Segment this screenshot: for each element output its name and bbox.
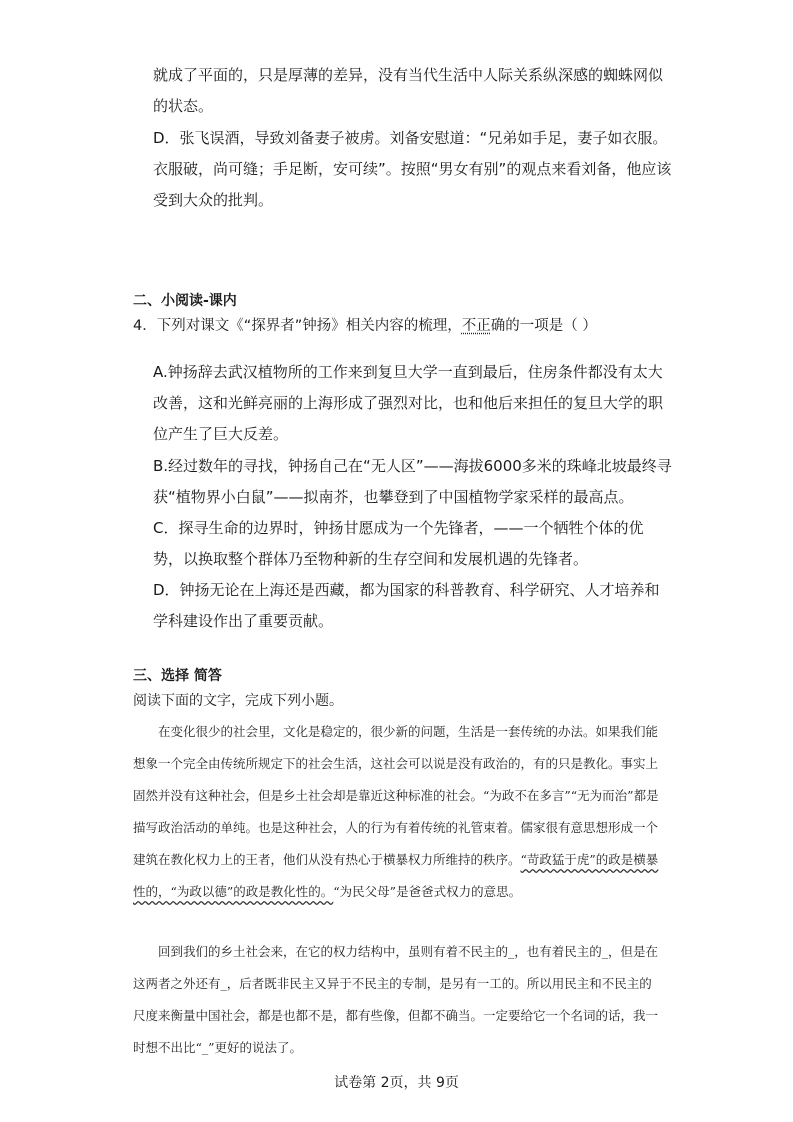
- page-footer: 试卷第 2页，共 9页: [334, 1075, 459, 1091]
- prev-option-d: D．张飞误酒，导致刘备妻子被虏。刘备安慰道：“兄弟如手足，妻子如衣服。衣服破，尚可缝；手足断，安可续”。按照“男女有别”的观点来看刘备，他应该受到大众的批判。: [153, 129, 672, 209]
- section2-heading: 二、小阅读-课内: [133, 293, 237, 309]
- section3-heading: 三、选择 简答: [133, 668, 222, 684]
- passage-paragraph-2: 回到我们的乡土社会来，在它的权力结构中，虽则有着不民主的_，也有着民主的_，但是在这两者之外还有_，后者既非民主又异于不民主的专制，是另有一工的。所以用民主和不民主的尺度来衡量中国社会，都是也都不是，都有些像，但都不确当。一定要给它一个名词的话，我一时想不出比“_”更好的说法了。: [133, 944, 659, 1055]
- question4-option-b: B.经过数年的寻找，钟扬自己在“无人区”——海拔6000多米的珠峰北坡最终寻获“植物界小白鼠”——拟南芥，也攀登到了中国植物学家采样的最高点。: [153, 457, 672, 506]
- question4-option-d: D．钟扬无论在上海还是西藏，都为国家的科普教育、科学研究、人才培养和学科建设作出了重要贡献。: [153, 581, 660, 630]
- passage-paragraph-1: 在变化很少的社会里，文化是稳定的，很少新的问题，生活是一套传统的办法。如果我们能想象一个完全由传统所规定下的社会生活，这社会可以说是没有政治的，有的只是教化。事实上固然并没有这种社会，但是乡土社会却是靠近这种标准的社会。“为政不在多言”“无为而治”都是描写政治活动的单纯。也是这种社会，人的行为有着传统的礼管束着。儒家很有意思想形成一个建筑在教化权力上的王者，他们从没有热心于横暴权力所维持的秩序。“苛政猛于虎”的政是横暴性的，“为政以德”的政是教化性的。“为民父母”是爸爸式权力的意思。: [133, 724, 659, 899]
- question4-stem: 4．下列对课文《“探界者”钟扬》相关内容的梳理，不正确的一项是（ ）: [133, 318, 597, 334]
- prev-option-c-continued: 就成了平面的，只是厚薄的差异，没有当代生活中人际关系纵深感的蜘蛛网似的状态。: [153, 66, 664, 115]
- passage-wavy-underline: “苛政猛于虎”的政是横暴性的，“为政以德”的政是教化性的。: [133, 852, 659, 899]
- question4-option-c: C．探寻生命的边界时，钟扬甘愿成为一个先锋者，——一个牺牲个体的优势，以换取整个群体乃至物种新的生存空间和发展机遇的先锋者。: [153, 519, 644, 568]
- question4-emphasis: 不正: [461, 318, 491, 334]
- section3-instruction: 阅读下面的文字，完成下列小题。: [133, 693, 343, 709]
- question4-option-a: A.钟扬辞去武汉植物所的工作来到复旦大学一直到最后，住房条件都没有太大改善，这和光鲜亮丽的上海形成了强烈对比，也和他后来担任的复旦大学的职位产生了巨大反差。: [153, 363, 664, 443]
